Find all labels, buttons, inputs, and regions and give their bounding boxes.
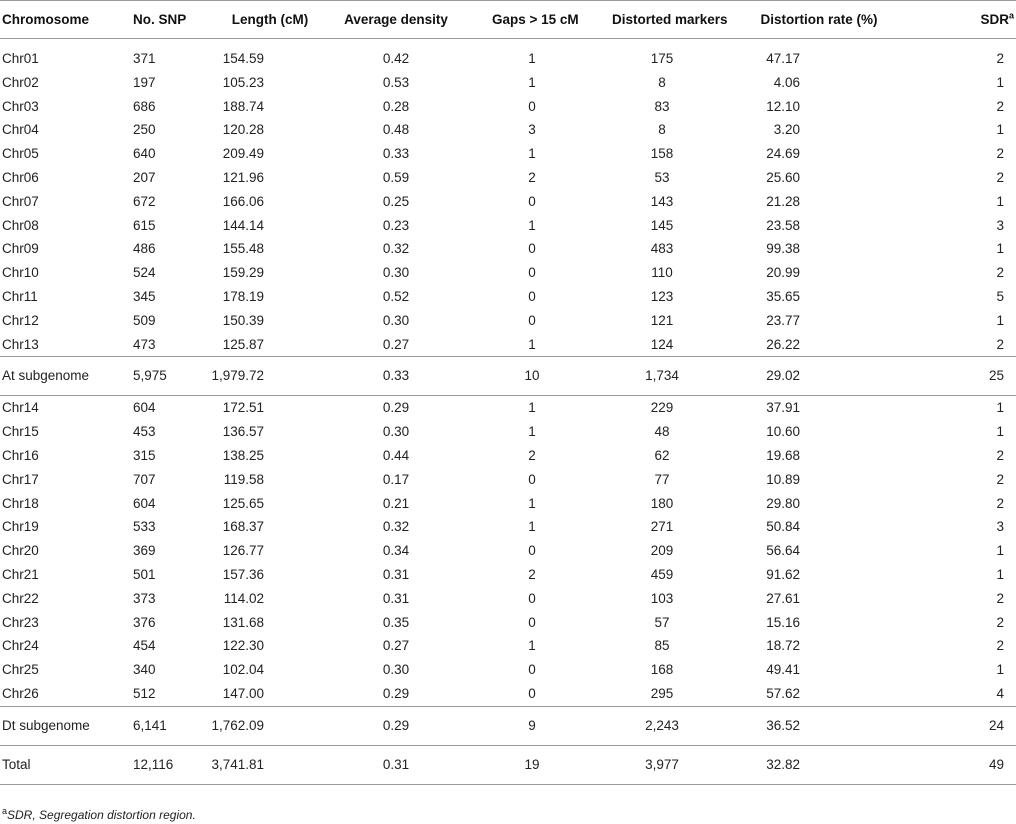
cell-length: 168.37 <box>222 519 264 535</box>
cell-gaps: 1 <box>528 519 536 535</box>
cell-snp: 473 <box>133 336 156 352</box>
cell-chromosome: Chr23 <box>2 614 39 630</box>
cell-rate: 99.38 <box>766 241 800 257</box>
cell-density: 0.35 <box>382 614 410 630</box>
cell-chromosome: Chr14 <box>2 400 39 416</box>
table-row <box>0 444 1016 468</box>
cell-chromosome: Chr09 <box>2 241 39 257</box>
cell-sdr: 24 <box>886 706 1016 745</box>
cell-distorted: 168 <box>650 662 674 678</box>
cell-chromosome: Chr03 <box>2 98 39 114</box>
cell-rate: 21.28 <box>766 193 800 209</box>
cell-distorted: 48 <box>654 424 670 440</box>
cell-rate: 47.17 <box>766 51 800 66</box>
cell-rate: 23.77 <box>766 312 800 328</box>
table-row <box>0 95 1016 119</box>
cell-gaps: 0 <box>528 241 536 257</box>
cell-gaps: 19 <box>472 745 572 784</box>
cell-snp: 640 <box>133 146 156 162</box>
cell-rate: 56.64 <box>766 543 800 559</box>
cell-chromosome: Chr02 <box>2 74 39 90</box>
footnote-text: SDR, Segregation distortion region. <box>7 808 196 822</box>
cell-length: 125.65 <box>222 495 264 511</box>
cell-length: 3,741.81 <box>210 745 320 784</box>
cell-rate: 37.91 <box>766 400 800 416</box>
cell-length: 157.36 <box>222 566 264 582</box>
cell-snp: 345 <box>133 288 156 304</box>
cell-sdr: 2 <box>996 336 1004 352</box>
cell-chromosome: Chr13 <box>2 336 39 352</box>
cell-sdr: 1 <box>996 122 1004 138</box>
cell-sdr: 5 <box>996 288 1004 304</box>
cell-density: 0.42 <box>382 51 410 66</box>
cell-distorted: 143 <box>650 193 674 209</box>
cell-density: 0.30 <box>382 312 410 328</box>
cell-rate: 10.89 <box>766 471 800 487</box>
cell-rate: 32.82 <box>712 745 886 784</box>
cell-chromosome: Chr21 <box>2 566 39 582</box>
cell-distorted: 2,243 <box>572 706 712 745</box>
table-row <box>0 309 1016 333</box>
cell-distorted: 271 <box>650 519 674 535</box>
cell-gaps: 0 <box>528 265 536 281</box>
cell-gaps: 1 <box>528 74 536 90</box>
cell-density: 0.32 <box>382 241 410 257</box>
cell-chromosome: Dt subgenome <box>0 706 132 745</box>
cell-snp: 604 <box>133 400 156 416</box>
table-header <box>0 1 1016 39</box>
table-row <box>0 71 1016 95</box>
header-sdr-sup: a <box>1008 10 1014 21</box>
total-row <box>0 745 1016 784</box>
cell-gaps: 10 <box>472 357 572 396</box>
cell-gaps: 2 <box>528 566 536 582</box>
cell-chromosome: Chr05 <box>2 146 39 162</box>
cell-density: 0.27 <box>382 336 410 352</box>
cell-sdr: 1 <box>996 74 1004 90</box>
cell-length: 155.48 <box>222 241 264 257</box>
table-row <box>0 190 1016 214</box>
cell-rate: 91.62 <box>766 566 800 582</box>
cell-gaps: 0 <box>528 590 536 606</box>
cell-length: 114.02 <box>223 590 264 606</box>
cell-chromosome: Chr08 <box>2 217 39 233</box>
cell-length: 144.14 <box>222 217 264 233</box>
cell-length: 172.51 <box>222 400 264 416</box>
cell-density: 0.29 <box>320 706 472 745</box>
cell-snp: 340 <box>133 662 156 678</box>
cell-length: 188.74 <box>222 98 264 114</box>
cell-snp: 315 <box>133 447 156 463</box>
cell-length: 136.57 <box>222 424 264 440</box>
cell-density: 0.30 <box>382 662 410 678</box>
cell-length: 120.28 <box>222 122 264 138</box>
header-length: Length (cM) <box>210 1 320 39</box>
table-row <box>0 261 1016 285</box>
cell-density: 0.21 <box>382 495 410 511</box>
cell-length: 125.87 <box>222 336 264 352</box>
cell-chromosome: Chr15 <box>2 424 39 440</box>
header-distorted: Distorted markers <box>572 1 712 39</box>
cell-gaps: 1 <box>528 336 536 352</box>
table-row <box>0 333 1016 357</box>
cell-density: 0.34 <box>382 543 410 559</box>
header-sdr <box>886 1 1016 39</box>
cell-chromosome: Chr10 <box>2 265 39 281</box>
cell-density: 0.31 <box>320 745 472 784</box>
cell-distorted: 459 <box>650 566 674 582</box>
cell-snp: 5,975 <box>132 357 210 396</box>
cell-snp: 486 <box>133 241 156 257</box>
cell-rate: 35.65 <box>766 288 800 304</box>
cell-chromosome: Chr04 <box>2 122 39 138</box>
cell-distorted: 175 <box>650 51 674 66</box>
cell-sdr: 2 <box>996 638 1004 654</box>
cell-snp: 6,141 <box>132 706 210 745</box>
table-row <box>0 118 1016 142</box>
cell-snp: 686 <box>133 98 156 114</box>
cell-density: 0.29 <box>382 685 410 701</box>
cell-length: 178.19 <box>222 288 264 304</box>
cell-rate: 27.61 <box>766 590 800 606</box>
cell-sdr: 1 <box>996 543 1004 559</box>
cell-density: 0.30 <box>382 424 410 440</box>
cell-rate: 25.60 <box>766 169 800 185</box>
cell-gaps: 1 <box>528 400 536 416</box>
cell-chromosome: Chr25 <box>2 662 39 678</box>
cell-chromosome: Chr26 <box>2 685 39 701</box>
cell-rate: 36.52 <box>712 706 886 745</box>
cell-snp: 12,116 <box>132 745 210 784</box>
cell-sdr: 2 <box>996 471 1004 487</box>
cell-gaps: 0 <box>528 614 536 630</box>
cell-chromosome: Chr24 <box>2 638 39 654</box>
cell-snp: 250 <box>133 122 156 138</box>
cell-snp: 501 <box>133 566 156 582</box>
cell-gaps: 0 <box>528 98 536 114</box>
cell-length: 105.23 <box>222 74 264 90</box>
cell-distorted: 1,734 <box>572 357 712 396</box>
cell-rate: 20.99 <box>766 265 800 281</box>
cell-density: 0.33 <box>320 357 472 396</box>
table-row <box>0 587 1016 611</box>
cell-distorted: 57 <box>654 614 670 630</box>
cell-chromosome: Chr07 <box>2 193 39 209</box>
cell-snp: 207 <box>133 169 156 185</box>
cell-rate: 23.58 <box>766 217 800 233</box>
cell-gaps: 0 <box>528 193 536 209</box>
cell-density: 0.48 <box>382 122 410 138</box>
cell-gaps: 3 <box>528 122 536 138</box>
header-snp: No. SNP <box>132 1 210 39</box>
table-row <box>0 492 1016 516</box>
table-footnote <box>2 808 196 822</box>
table-row <box>0 634 1016 658</box>
cell-snp: 707 <box>133 471 156 487</box>
cell-sdr: 2 <box>996 495 1004 511</box>
cell-rate: 26.22 <box>766 336 800 352</box>
table-row <box>0 39 1016 71</box>
cell-density: 0.30 <box>382 265 410 281</box>
cell-chromosome: Chr11 <box>2 288 38 304</box>
cell-sdr: 1 <box>996 193 1004 209</box>
cell-length: 147.00 <box>222 685 264 701</box>
cell-rate: 12.10 <box>766 98 800 114</box>
table-row <box>0 237 1016 261</box>
cell-distorted: 295 <box>650 685 674 701</box>
cell-sdr: 3 <box>996 519 1004 535</box>
cell-rate: 50.84 <box>766 519 800 535</box>
cell-snp: 376 <box>133 614 156 630</box>
cell-chromosome: At subgenome <box>0 357 132 396</box>
cell-density: 0.59 <box>382 169 410 185</box>
cell-distorted: 158 <box>650 146 674 162</box>
cell-sdr: 1 <box>996 566 1004 582</box>
cell-density: 0.31 <box>382 566 410 582</box>
cell-length: 1,762.09 <box>210 706 320 745</box>
table-row <box>0 658 1016 682</box>
cell-length: 119.58 <box>223 471 264 487</box>
table-row <box>0 515 1016 539</box>
cell-sdr: 1 <box>996 400 1004 416</box>
table-row <box>0 539 1016 563</box>
cell-rate: 15.16 <box>766 614 800 630</box>
cell-rate: 49.41 <box>766 662 800 678</box>
cell-chromosome: Chr16 <box>2 447 39 463</box>
cell-rate: 19.68 <box>766 447 800 463</box>
cell-length: 131.68 <box>222 614 264 630</box>
cell-gaps: 1 <box>528 146 536 162</box>
cell-rate: 24.69 <box>766 146 800 162</box>
cell-gaps: 1 <box>528 495 536 511</box>
cell-density: 0.53 <box>382 74 410 90</box>
header-chromosome: Chromosome <box>0 1 132 39</box>
cell-distorted: 209 <box>650 543 674 559</box>
table-row <box>0 166 1016 190</box>
table-row <box>0 563 1016 587</box>
table-row <box>0 468 1016 492</box>
cell-distorted: 124 <box>650 336 674 352</box>
cell-sdr: 3 <box>996 217 1004 233</box>
cell-distorted: 8 <box>658 74 666 90</box>
cell-distorted: 483 <box>650 241 674 257</box>
cell-rate: 57.62 <box>766 685 800 701</box>
cell-gaps: 0 <box>528 288 536 304</box>
cell-gaps: 2 <box>528 169 536 185</box>
cell-chromosome: Chr18 <box>2 495 39 511</box>
cell-sdr: 1 <box>996 424 1004 440</box>
cell-density: 0.33 <box>382 146 410 162</box>
cell-gaps: 1 <box>528 638 536 654</box>
cell-gaps: 1 <box>528 424 536 440</box>
cell-sdr: 1 <box>996 312 1004 328</box>
cell-density: 0.32 <box>382 519 410 535</box>
cell-distorted: 110 <box>651 265 673 281</box>
cell-length: 159.29 <box>222 265 264 281</box>
cell-sdr: 1 <box>996 241 1004 257</box>
cell-snp: 453 <box>133 424 156 440</box>
header-rate: Distortion rate (%) <box>712 1 886 39</box>
cell-chromosome: Chr17 <box>2 471 39 487</box>
cell-gaps: 0 <box>528 312 536 328</box>
table-row <box>0 214 1016 238</box>
footnote-sup: a <box>2 806 8 816</box>
cell-snp: 371 <box>133 51 156 66</box>
cell-sdr: 49 <box>886 745 1016 784</box>
cell-rate: 18.72 <box>766 638 800 654</box>
cell-density: 0.23 <box>382 217 410 233</box>
cell-snp: 197 <box>133 74 156 90</box>
cell-rate: 4.06 <box>773 74 800 90</box>
cell-distorted: 121 <box>650 312 674 328</box>
cell-length: 166.06 <box>222 193 264 209</box>
cell-rate: 29.80 <box>766 495 800 511</box>
cell-density: 0.52 <box>382 288 410 304</box>
cell-gaps: 9 <box>472 706 572 745</box>
cell-distorted: 85 <box>654 638 670 654</box>
cell-chromosome: Chr01 <box>2 51 39 66</box>
cell-gaps: 0 <box>528 471 536 487</box>
cell-length: 1,979.72 <box>210 357 320 396</box>
table-row <box>0 142 1016 166</box>
summary-row-at <box>0 357 1016 396</box>
cell-sdr: 2 <box>996 590 1004 606</box>
cell-density: 0.28 <box>382 98 410 114</box>
cell-distorted: 180 <box>650 495 674 511</box>
cell-gaps: 2 <box>528 447 536 463</box>
table-row <box>0 396 1016 420</box>
cell-distorted: 83 <box>654 98 670 114</box>
cell-distorted: 62 <box>654 447 670 463</box>
cell-density: 0.17 <box>382 471 410 487</box>
header-sdr-label: SDR <box>980 12 1009 27</box>
cell-length: 126.77 <box>222 543 264 559</box>
header-density: Average density <box>320 1 472 39</box>
cell-distorted: 123 <box>650 288 674 304</box>
cell-sdr: 2 <box>996 51 1004 66</box>
cell-sdr: 2 <box>996 265 1004 281</box>
cell-gaps: 0 <box>528 662 536 678</box>
table-row <box>0 611 1016 635</box>
cell-density: 0.44 <box>382 447 410 463</box>
cell-snp: 373 <box>133 590 156 606</box>
cell-gaps: 0 <box>528 543 536 559</box>
cell-chromosome: Chr22 <box>2 590 39 606</box>
cell-snp: 454 <box>133 638 156 654</box>
cell-rate: 29.02 <box>712 357 886 396</box>
cell-chromosome: Chr06 <box>2 169 39 185</box>
cell-sdr: 1 <box>996 662 1004 678</box>
cell-length: 122.30 <box>222 638 264 654</box>
cell-snp: 512 <box>133 685 156 701</box>
cell-length: 154.59 <box>222 51 264 66</box>
cell-distorted: 229 <box>650 400 674 416</box>
cell-distorted: 53 <box>654 169 670 185</box>
cell-sdr: 2 <box>996 169 1004 185</box>
cell-snp: 524 <box>133 265 156 281</box>
cell-density: 0.27 <box>382 638 410 654</box>
cell-snp: 533 <box>133 519 156 535</box>
cell-snp: 604 <box>133 495 156 511</box>
table-row <box>0 420 1016 444</box>
cell-sdr: 25 <box>886 357 1016 396</box>
cell-length: 138.25 <box>222 447 264 463</box>
cell-length: 121.96 <box>222 169 264 185</box>
table-row <box>0 682 1016 706</box>
cell-length: 102.04 <box>222 662 264 678</box>
cell-rate: 10.60 <box>766 424 800 440</box>
table-body <box>0 39 1016 785</box>
cell-snp: 672 <box>133 193 156 209</box>
cell-chromosome: Chr20 <box>2 543 39 559</box>
cell-distorted: 8 <box>658 122 666 138</box>
cell-length: 150.39 <box>222 312 264 328</box>
cell-gaps: 0 <box>528 685 536 701</box>
cell-density: 0.31 <box>382 590 410 606</box>
header-gaps: Gaps > 15 cM <box>472 1 572 39</box>
cell-density: 0.25 <box>382 193 410 209</box>
cell-chromosome: Total <box>0 745 132 784</box>
cell-density: 0.29 <box>382 400 410 416</box>
cell-distorted: 103 <box>650 590 674 606</box>
cell-snp: 509 <box>133 312 156 328</box>
cell-sdr: 2 <box>996 146 1004 162</box>
cell-chromosome: Chr19 <box>2 519 39 535</box>
cell-distorted: 77 <box>654 471 670 487</box>
cell-snp: 369 <box>133 543 156 559</box>
cell-distorted: 145 <box>650 217 674 233</box>
cell-distorted: 3,977 <box>572 745 712 784</box>
cell-sdr: 2 <box>996 98 1004 114</box>
cell-sdr: 2 <box>996 447 1004 463</box>
summary-row-dt <box>0 706 1016 745</box>
cell-gaps: 1 <box>528 51 536 66</box>
cell-length: 209.49 <box>222 146 264 162</box>
cell-snp: 615 <box>133 217 156 233</box>
table-row <box>0 285 1016 309</box>
cell-gaps: 1 <box>528 217 536 233</box>
cell-chromosome: Chr12 <box>2 312 39 328</box>
cell-sdr: 2 <box>996 614 1004 630</box>
cell-sdr: 4 <box>996 685 1004 701</box>
cell-rate: 3.20 <box>773 122 800 138</box>
